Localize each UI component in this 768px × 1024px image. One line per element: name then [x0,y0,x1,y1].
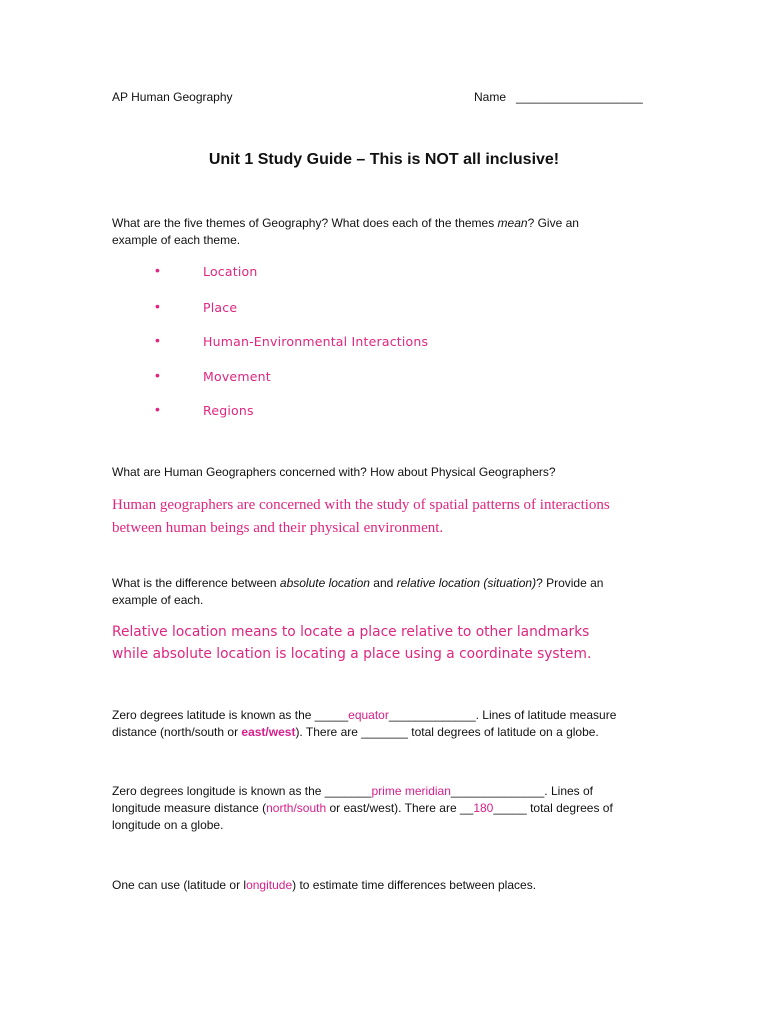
list-item [155,262,555,280]
name-field [474,89,643,106]
q6-text-a: One can use (latitude or l [112,878,247,892]
answer-180: 180 [473,801,494,815]
page-title: Unit 1 Study Guide – This is NOT all inclusive! [208,151,560,168]
q3-emphasis-absolute: absolute location [279,576,370,590]
theme-hei: Human-Environmental Interactions [203,334,429,349]
theme-movement: Movement [203,369,271,384]
q1-emphasis: mean [497,216,528,230]
q5-text-d: or east/west). There are __ [326,801,474,815]
q1-text-b: ? Give an [527,216,579,230]
question-location [112,575,672,609]
answer-geographers [112,494,712,540]
q4-text-a: Zero degrees latitude is known as the _____ [112,708,349,722]
q3-emphasis-relative: relative location (situation) [396,576,537,590]
bullet-icon: • [155,401,160,417]
answer-location-line2: while absolute location is locating a place using a coordinate system. [112,646,592,662]
q3-text-b: and [369,576,397,590]
bullet-icon: • [155,367,160,383]
bullet-icon: • [155,332,160,348]
q5-text-c: longitude measure distance ( [112,801,267,815]
question-five-themes [112,215,672,249]
list-item [155,367,555,385]
name-label: Name [474,90,507,104]
answer-east-west: east/west [241,725,296,739]
q4-text-d: ). There are _______ total degrees of latitude on a globe. [295,725,599,739]
course-title: AP Human Geography [112,90,233,104]
name-blank: ___________________ [516,90,643,104]
list-item [155,332,555,350]
answer-location-line1: Relative location means to locate a place relative to other landmarks [112,624,590,640]
q5-text-e: _____ total degrees of [493,801,613,815]
q3-text-a: What is the difference between [112,576,280,590]
answer-prime-meridian: prime meridian [371,784,451,798]
answer-geographers-line1: Human geographers are concerned with the study of spatial patterns of interactions [112,497,610,513]
q5-text-a: Zero degrees longitude is known as the _______ [112,784,372,798]
q6-text-b: ) to estimate time differences between places. [292,878,537,892]
answer-equator: equator [348,708,389,722]
q1-line2: example of each theme. [112,233,241,247]
q4-text-c: distance (north/south or [112,725,242,739]
q3-text-c: ? Provide an [536,576,604,590]
answer-longitude: ongitude [246,878,293,892]
q5-text-b: ______________. Lines of [450,784,594,798]
q5-line3: longitude on a globe. [112,818,224,832]
list-item [155,401,555,419]
q1-text-a: What are the five themes of Geography? What does each of the themes [112,216,498,230]
q4-text-b: _____________. Lines of latitude measure [388,708,617,722]
bullet-icon: • [155,298,160,314]
theme-place: Place [203,300,238,315]
question-latitude [112,707,672,741]
theme-regions: Regions [203,403,254,418]
question-time-differences [112,877,672,894]
answer-location [112,621,732,665]
question-longitude [112,783,672,834]
answer-north-south: north/south [266,801,327,815]
q3-line2: example of each. [112,593,204,607]
answer-geographers-line2: between human beings and their physical environment. [112,520,444,536]
bullet-icon: • [155,262,160,278]
theme-location: Location [203,264,258,279]
list-item [155,298,555,316]
question-geographers: What are Human Geographers concerned with? How about Physical Geographers? [112,465,556,479]
